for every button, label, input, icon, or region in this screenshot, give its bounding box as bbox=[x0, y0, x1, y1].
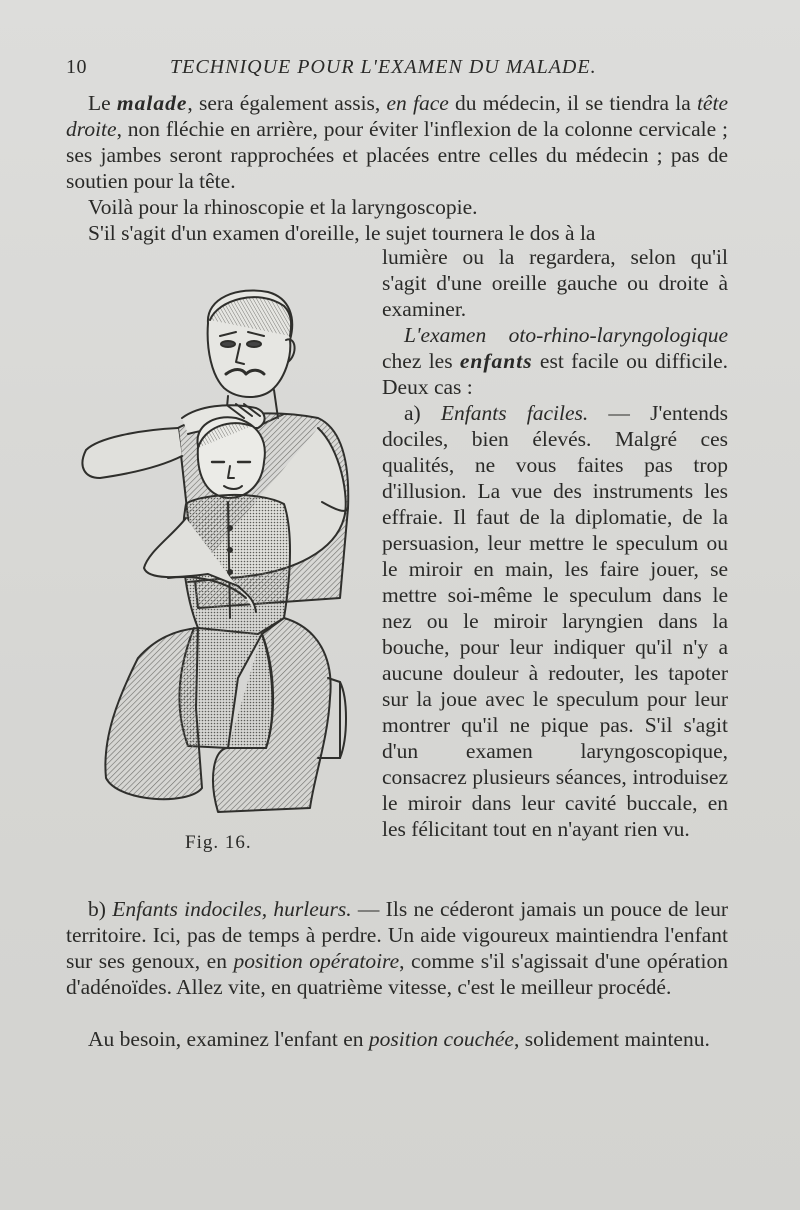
text-span: , comme s'il s'agissait d'une opération d'adénoïdes. Allez vite, en quatrième vitesse, c'est le meilleur procédé. bbox=[66, 949, 728, 999]
paragraph-rhinoscopie: Voilà pour la rhinoscopie et la laryngoscopie. bbox=[88, 195, 478, 219]
paragraph-enfants-faciles bbox=[382, 400, 728, 842]
text-span: — J'entends dociles, bien élevés. Malgré ces qualités, ne vous faites pas trop d'illusion. La vue des instruments les effraie. Il faut de la diplomatie, de la persuasion, leur mettre le speculum ou le miroir en main, les faire jouer, se mettre soi-même le speculum dans le nez ou le miroir laryngien dans la bouche, pour leur indiquer qu'il n'y a aucune douleur à redouter, les tapoter sur la joue avec le speculum pour leur montrer qu'il ne pique pas. S'il s'agit d'un examen laryngoscopique, consacrez plusieurs séances, introduisez le miroir dans leur cavité buccale, en les félicitant tout en n'ayant rien vu. bbox=[382, 401, 729, 841]
text-span: — Ils ne céderont jamais un pouce de leur territoire. Ici, pas de temps à perdre. Un aide vigoureux maintiendra l'enfant sur ses genoux, en bbox=[66, 897, 729, 973]
text-span: b) bbox=[88, 897, 113, 921]
paragraph-malade bbox=[66, 90, 728, 194]
text-span: , non fléchie en arrière, pour éviter l'inflexion de la colonne cervicale ; ses jambes seront rapprochées et placées entre celles du médecin ; pas de soutien pour la tête. bbox=[66, 117, 728, 193]
italic-en-face: en face bbox=[386, 91, 449, 115]
italic-examen-orl: L'examen oto-rhino-laryngologique bbox=[404, 323, 728, 347]
figure-illustration bbox=[78, 278, 368, 823]
italic-position-couchee: position couchée bbox=[368, 1027, 514, 1051]
italic-enfants-indociles: Enfants indociles, hurleurs. bbox=[112, 897, 352, 921]
text-span: est facile ou difficile. Deux cas : bbox=[382, 349, 729, 399]
emphasis-enfants: enfants bbox=[459, 349, 533, 373]
figure-caption: Fig. 16. bbox=[185, 832, 252, 853]
text-span: a) bbox=[404, 401, 441, 425]
italic-enfants-faciles: Enfants faciles. bbox=[440, 401, 589, 425]
italic-tete-droite: tête droite bbox=[66, 91, 728, 141]
text-span: , sera également assis, bbox=[187, 91, 387, 115]
running-title: TECHNIQUE POUR L'EXAMEN DU MALADE. bbox=[170, 56, 597, 78]
text-span: Au besoin, examinez l'enfant en bbox=[88, 1027, 369, 1051]
paragraph-position-couchee bbox=[66, 1026, 728, 1052]
emphasis-malade: malade bbox=[116, 91, 188, 115]
italic-position-operatoire: position opératoire bbox=[233, 949, 400, 973]
text-span: du médecin, il se tiendra la bbox=[448, 91, 697, 115]
text-span: , solidement maintenu. bbox=[513, 1027, 710, 1051]
page-number: 10 bbox=[66, 56, 87, 78]
paragraph-enfants bbox=[382, 322, 728, 400]
paragraph-oreille-line1: S'il s'agit d'un examen d'oreille, le sujet tournera le dos à la bbox=[88, 221, 596, 245]
physician-legs bbox=[105, 628, 202, 799]
text-span: Le bbox=[88, 91, 117, 115]
paragraph-enfants-indociles bbox=[66, 896, 728, 1000]
text-span: chez les bbox=[382, 349, 460, 373]
paragraph-oreille-rest: lumière ou la regardera, selon qu'il s'agit d'une oreille gauche ou droite à examiner. bbox=[382, 245, 728, 321]
